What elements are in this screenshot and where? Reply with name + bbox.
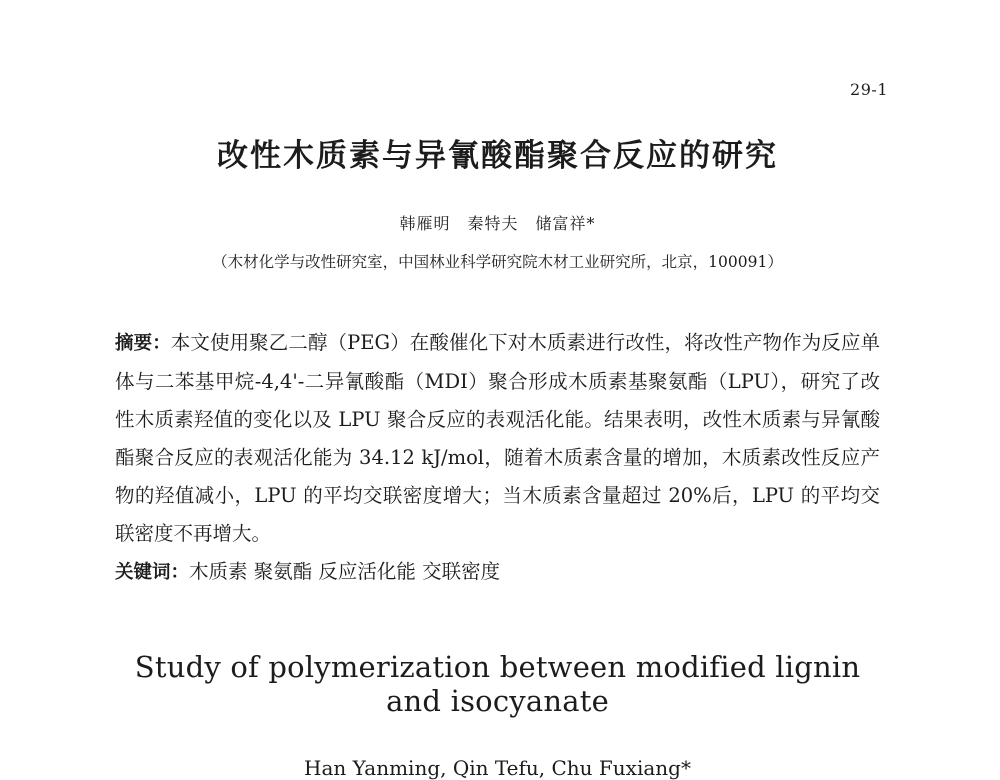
- keywords-text: 木质素 聚氨酯 反应活化能 交联密度: [189, 560, 501, 583]
- paper-title-en: Study of polymerization between modified lignin and isocyanate: [134, 650, 861, 718]
- keywords-line: [115, 553, 880, 592]
- abstract-label: 摘要：: [115, 333, 171, 354]
- keywords-label: 关键词：: [115, 562, 190, 583]
- paper-title-cn: 改性木质素与异氰酸酯聚合反应的研究: [217, 138, 778, 174]
- authors-cn: 韩雁明 秦特夫 储富祥*: [399, 214, 596, 233]
- authors-en: Han Yanming, Qin Tefu, Chu Fuxiang*: [304, 756, 691, 780]
- affiliation-cn: （木材化学与改性研究室，中国林业科学研究院木材工业研究所，北京，100091）: [212, 253, 783, 271]
- abstract-text: 本文使用聚乙二醇（PEG）在酸催化下对木质素进行改性，将改性产物作为反应单体与二苯基甲烷-4,4'-二异氰酸酯（MDI）聚合形成木质素基聚氨酯（LPU），研究了改性木质素羟值的变化以及 LPU 聚合反应的表观活化能。结果表明，改性木质素与异氰酸酯聚合反应的表观活化能为 34.12 kJ/mol，随着木质素含量的增加，木质素改性反应产物的羟值减小，LPU 的平均交联密度增大；当木质素含量超过 20%后，LPU 的平均交联密度不再增大。: [115, 331, 880, 545]
- abstract-paragraph: [115, 324, 880, 553]
- page-number: 29-1: [850, 80, 888, 99]
